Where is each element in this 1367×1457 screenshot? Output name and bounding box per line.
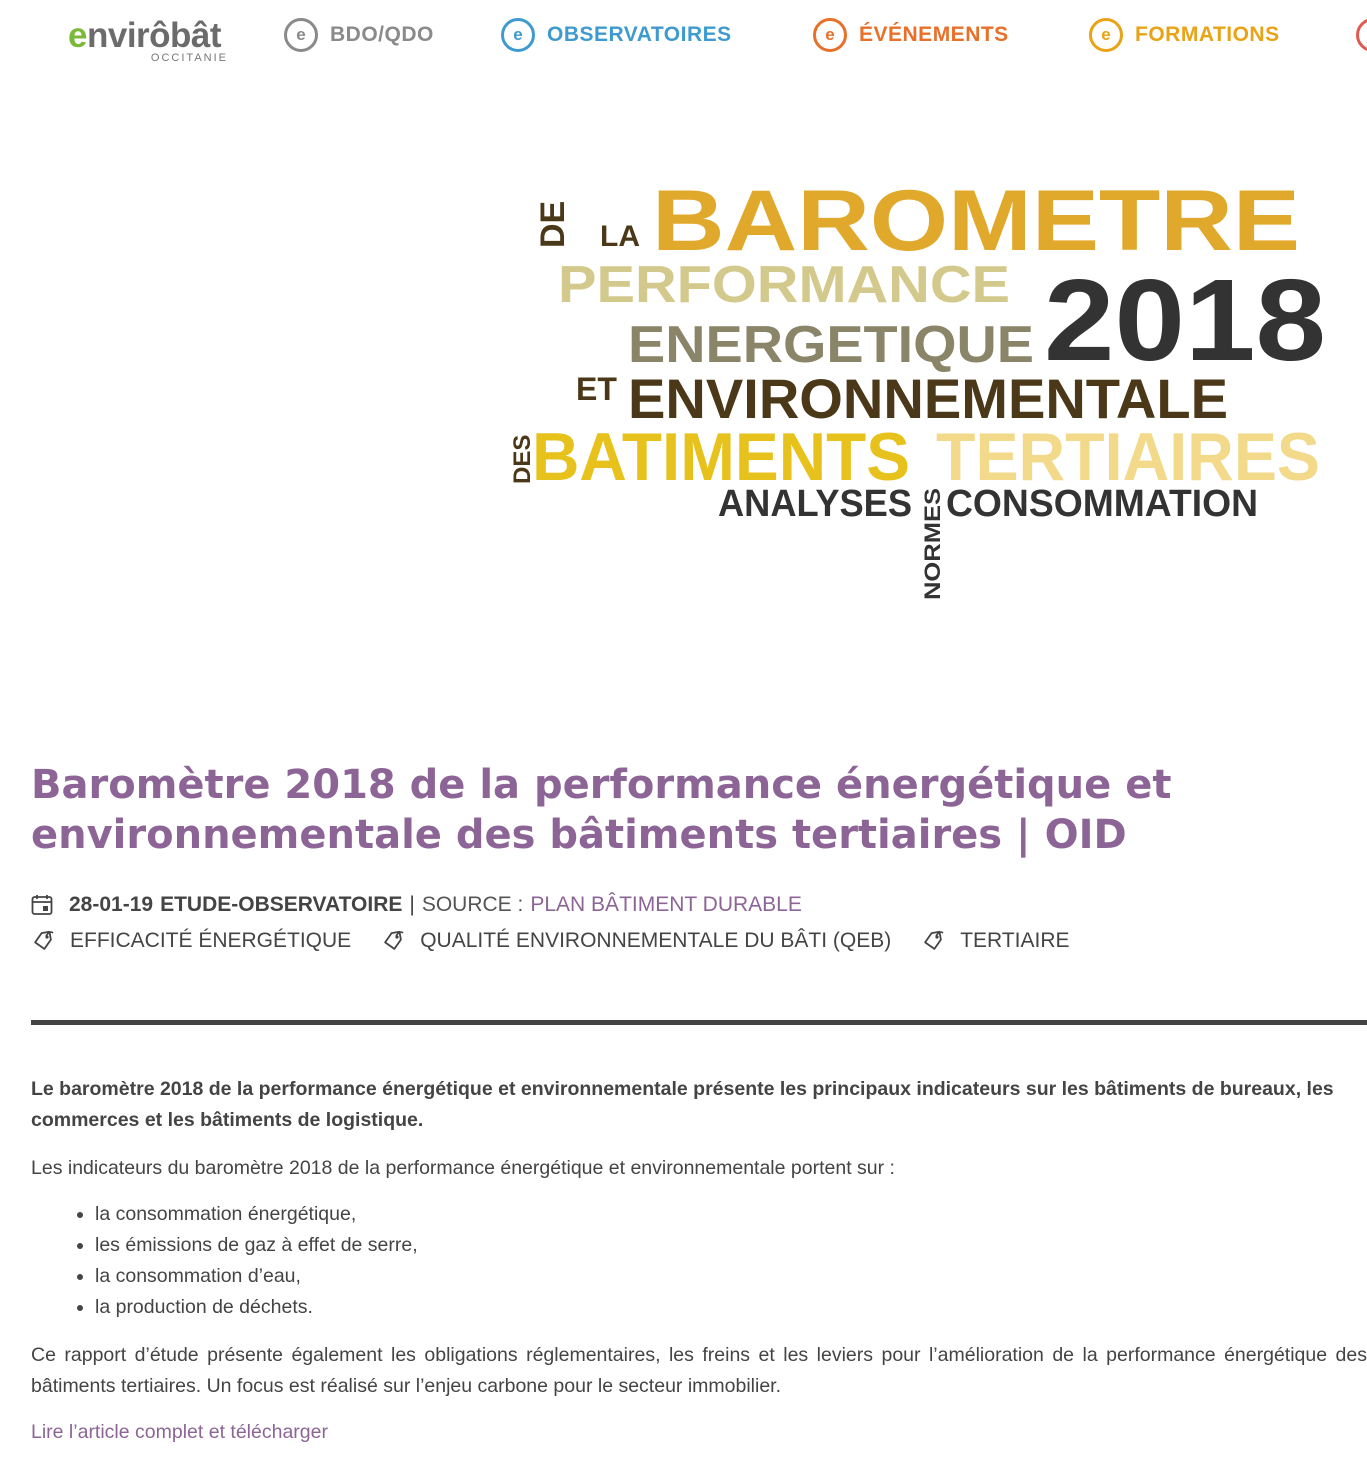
- indicators-list: [31, 1199, 418, 1323]
- tag-efficacite-energetique[interactable]: [31, 929, 351, 953]
- word-batiments: BATIMENTS: [532, 419, 910, 495]
- word-tertiaires: TERTIAIRES: [936, 419, 1320, 495]
- word-et: ET: [576, 371, 617, 407]
- logo-wordmark: envirôbât: [68, 16, 222, 55]
- nav-item-bdo-qdo[interactable]: [284, 16, 434, 54]
- article-date: 28-01-19: [69, 893, 154, 916]
- tag-label: EFFICACITÉ ÉNERGÉTIQUE: [70, 929, 352, 952]
- source-label: SOURCE :: [421, 893, 524, 916]
- read-full-article-link[interactable]: Lire l’article complet et télécharger: [31, 1421, 328, 1443]
- list-item: • la production de déchets.: [95, 1292, 418, 1323]
- hero-word-cloud-image: [500, 160, 1340, 610]
- tag-icon: [381, 929, 405, 953]
- word-de: DE: [534, 200, 572, 248]
- word-performance: PERFORMANCE: [558, 256, 1010, 314]
- top-navigation: [0, 0, 1367, 80]
- logo-subtitle: OCCITANIE: [150, 52, 228, 64]
- e-person-icon: [1356, 18, 1367, 52]
- word-barometre: BAROMETRE: [652, 173, 1300, 269]
- envirobat-logo[interactable]: [68, 14, 238, 66]
- word-energetique: ENERGETIQUE: [628, 316, 1034, 374]
- list-item: • la consommation énergétique,: [95, 1199, 418, 1230]
- nav-item-evenements[interactable]: [813, 16, 1009, 54]
- article-meta: [31, 890, 802, 920]
- article-body: Ce rapport d’étude présente également les obligations réglementaires, les freins et les leviers pour l’amélioration de la performance énergétique des bâtiments tertiaires. Un focus est réalisé sur l’enjeu carbone pour le secteur immobilier.: [31, 1344, 1367, 1397]
- article-intro: Les indicateurs du baromètre 2018 de la performance énergétique et environnementale portent sur :: [31, 1157, 895, 1179]
- nav-label: OBSERVATOIRES: [547, 23, 732, 46]
- e-person-icon: e: [501, 18, 535, 52]
- e-person-icon: e: [1089, 18, 1123, 52]
- source-link[interactable]: PLAN BÂTIMENT DURABLE: [530, 893, 802, 916]
- tag-label: TERTIAIRE: [960, 929, 1070, 952]
- tag-icon: [921, 929, 945, 953]
- e-person-icon: e: [284, 18, 318, 52]
- nav-item-formations[interactable]: [1089, 16, 1280, 54]
- word-cloud: [500, 160, 1340, 610]
- nav-label: FORMATIONS: [1135, 23, 1280, 46]
- article-tags: [31, 925, 1100, 957]
- list-item: • la consommation d’eau,: [95, 1261, 418, 1292]
- tag-label: QUALITÉ ENVIRONNEMENTALE DU BÂTI (QEB): [420, 929, 892, 952]
- word-environnementale: ENVIRONNEMENTALE: [628, 367, 1228, 430]
- nav-item-observatoires[interactable]: [501, 16, 732, 54]
- calendar-icon: [31, 894, 53, 916]
- e-person-icon: e: [813, 18, 847, 52]
- word-des: DES: [509, 434, 536, 484]
- meta-separator: |: [409, 893, 415, 916]
- word-normes: NORMES: [920, 503, 945, 600]
- nav-item-overflow[interactable]: [1356, 16, 1367, 54]
- word-consommation: CONSOMMATION: [946, 483, 1258, 525]
- section-divider: [31, 1020, 1367, 1025]
- word-la: LA: [600, 220, 640, 253]
- article-title: Baromètre 2018 de la performance énergétique et environnementale des bâtiments tertiaires | OID: [31, 762, 1172, 858]
- word-analyses: ANALYSES: [718, 483, 912, 525]
- list-item: • les émissions de gaz à effet de serre,: [95, 1230, 418, 1261]
- article-category[interactable]: ETUDE-OBSERVATOIRE: [160, 893, 403, 916]
- tag-tertiaire[interactable]: [921, 929, 1069, 953]
- nav-label: BDO/QDO: [330, 23, 434, 46]
- tag-qualite-environnementale[interactable]: [381, 929, 891, 953]
- article-lead: Le baromètre 2018 de la performance énergétique et environnementale présente les principaux indicateurs sur les bâtiments de bureaux, les commerces et les bâtiments de logistique.: [31, 1078, 1334, 1131]
- nav-label: ÉVÉNEMENTS: [859, 23, 1009, 46]
- word-2018: 2018: [1044, 255, 1326, 385]
- tag-icon: [31, 929, 55, 953]
